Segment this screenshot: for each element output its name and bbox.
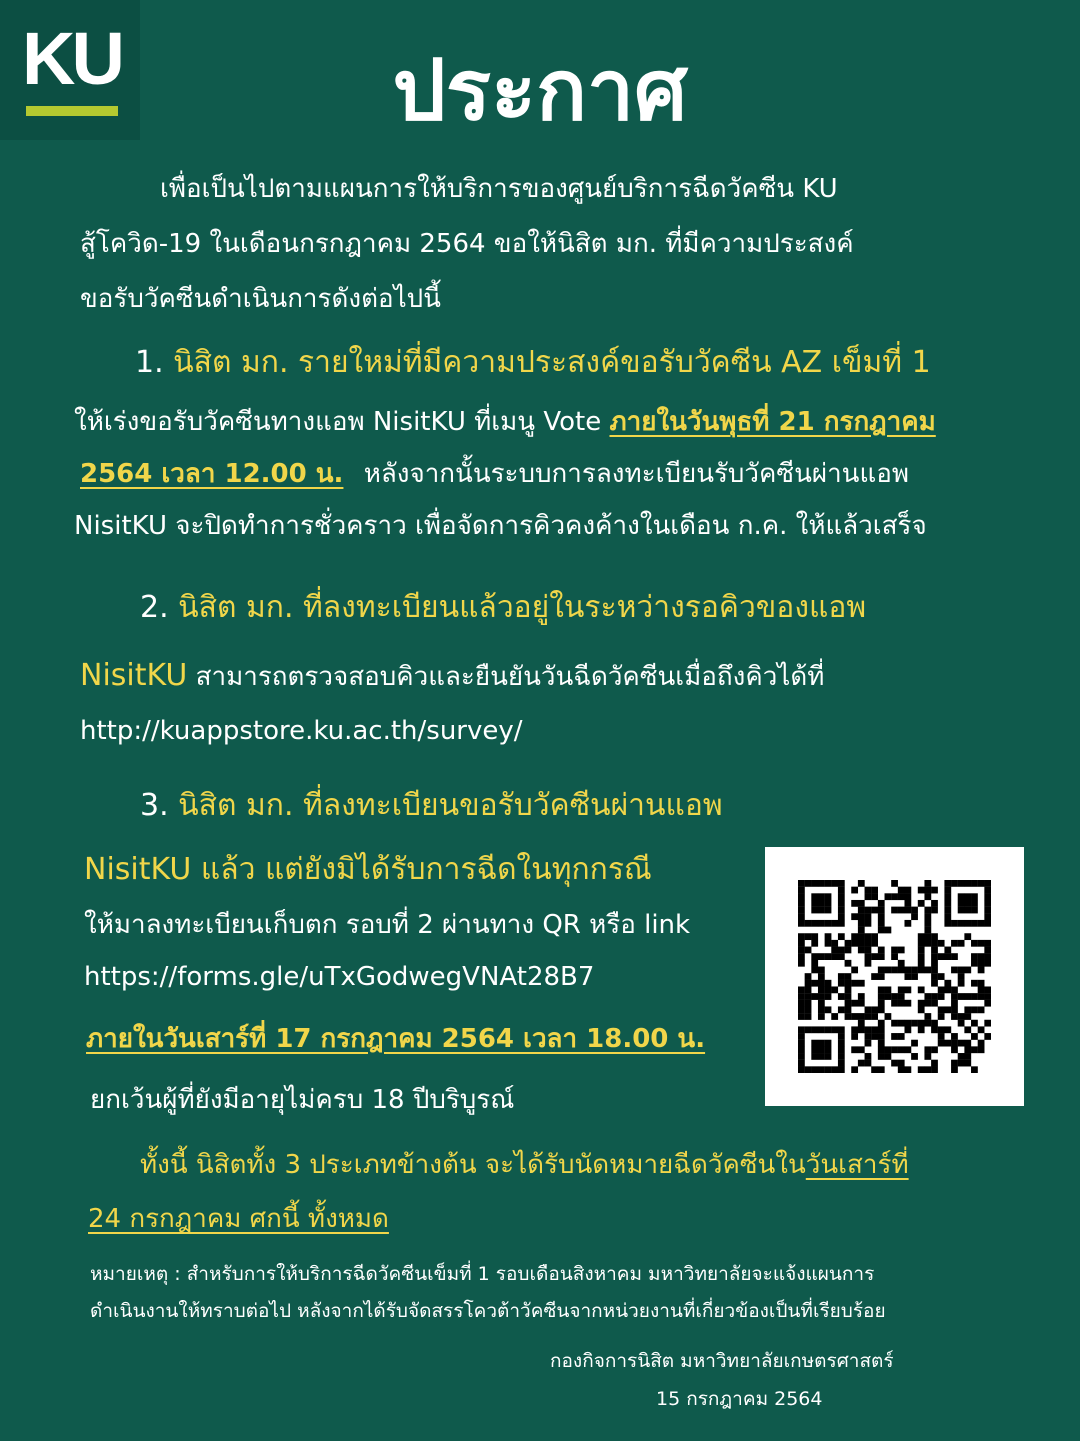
qr-code[interactable] <box>765 847 1024 1106</box>
summary-text: ทั้งนี้ นิสิตทั้ง 3 ประเภทข้างต้น จะได้รับนัดหมายฉีดวัคซีนใน <box>140 1150 806 1180</box>
item-1-deadline-part-2: 2564 เวลา 12.00 น. <box>80 459 344 489</box>
summary-line-1 <box>140 1150 909 1181</box>
announcement-title: ประกาศ <box>392 41 688 139</box>
item-1-deadline-part-1: ภายในวันพุธที่ 21 กรกฎาคม <box>609 407 936 437</box>
item-1-line-2 <box>80 459 909 490</box>
intro-line-1: เพื่อเป็นไปตามแผนการให้บริการของศูนย์บริการฉีดวัคซีน KU <box>160 174 838 204</box>
item-3-url[interactable]: https://forms.gle/uTxGodwegVNAt28B7 <box>84 962 595 992</box>
item-3-exception: ยกเว้นผู้ที่ยังมีอายุไม่ครบ 18 ปีบริบูรณ์ <box>90 1085 515 1115</box>
item-3-number: 3. <box>140 788 169 823</box>
summary-date-part-2: 24 กรกฎาคม ศกนี้ ทั้งหมด <box>88 1204 389 1234</box>
signature-date: 15 กรกฎาคม 2564 <box>656 1388 823 1410</box>
item-1-line-1 <box>74 407 936 438</box>
note-line-2: ดำเนินงานให้ทราบต่อไป หลังจากได้รับจัดสรรโควต้าวัคซีนจากหน่วยงานที่เกี่ยวข้องเป็นที่เรียบร้อย <box>90 1300 886 1322</box>
summary-date-part-1: วันเสาร์ที่ <box>805 1150 909 1180</box>
item-3-heading-text: นิสิต มก. ที่ลงทะเบียนขอรับวัคซีนผ่านแอพ <box>178 788 723 823</box>
ku-logo-text: KU <box>22 17 121 100</box>
intro-line-3: ขอรับวัคซีนดำเนินการดังต่อไปนี้ <box>80 284 441 314</box>
item-3-heading-2: NisitKU แล้ว แต่ยังมิได้รับการฉีดในทุกกรณี <box>84 852 652 887</box>
item-2-url[interactable]: http://kuappstore.ku.ac.th/survey/ <box>80 716 523 746</box>
item-2-number: 2. <box>140 590 169 625</box>
item-1-line-3: NisitKU จะปิดทำการชั่วคราว เพื่อจัดการคิวคงค้างในเดือน ก.ค. ให้แล้วเสร็จ <box>74 511 927 541</box>
item-1-heading-text: นิสิต มก. รายใหม่ที่มีความประสงค์ขอรับวัคซีน AZ เข็มที่ 1 <box>173 345 931 380</box>
item-1-after-text: หลังจากนั้นระบบการลงทะเบียนรับวัคซีนผ่านแอพ <box>363 459 909 489</box>
item-3-deadline: ภายในวันเสาร์ที่ 17 กรกฎาคม 2564 เวลา 18.00 น. <box>86 1024 706 1054</box>
note-line-1: หมายเหตุ : สำหรับการให้บริการฉีดวัคซีนเข็มที่ 1 รอบเดือนสิงหาคม มหาวิทยาลัยจะแจ้งแผนการ <box>90 1263 875 1285</box>
item-1-instruction: ให้เร่งขอรับวัคซีนทางแอพ NisitKU ที่เมนู Vote <box>74 407 602 437</box>
signature-org: กองกิจการนิสิต มหาวิทยาลัยเกษตรศาสตร์ <box>550 1350 894 1372</box>
item-2-heading-text: นิสิต มก. ที่ลงทะเบียนแล้วอยู่ในระหว่างรอคิวของแอพ <box>178 590 867 625</box>
item-2-line-1 <box>80 658 824 694</box>
item-3-line-1: ให้มาลงทะเบียนเก็บตก รอบที่ 2 ผ่านทาง QR หรือ link <box>84 910 691 940</box>
item-3-heading <box>140 788 723 824</box>
intro-line-2: สู้โควิด-19 ในเดือนกรกฎาคม 2564 ขอให้นิสิต มก. ที่มีความประสงค์ <box>80 229 854 259</box>
item-1-number: 1. <box>135 345 164 380</box>
item-2-heading <box>140 590 866 626</box>
qr-code-image <box>798 880 991 1073</box>
item-2-instruction: สามารถตรวจสอบคิวและยืนยันวันฉีดวัคซีนเมื่อถึงคิวได้ที่ <box>195 662 825 692</box>
item-2-app-name: NisitKU <box>80 658 188 693</box>
item-1-heading <box>135 345 931 381</box>
